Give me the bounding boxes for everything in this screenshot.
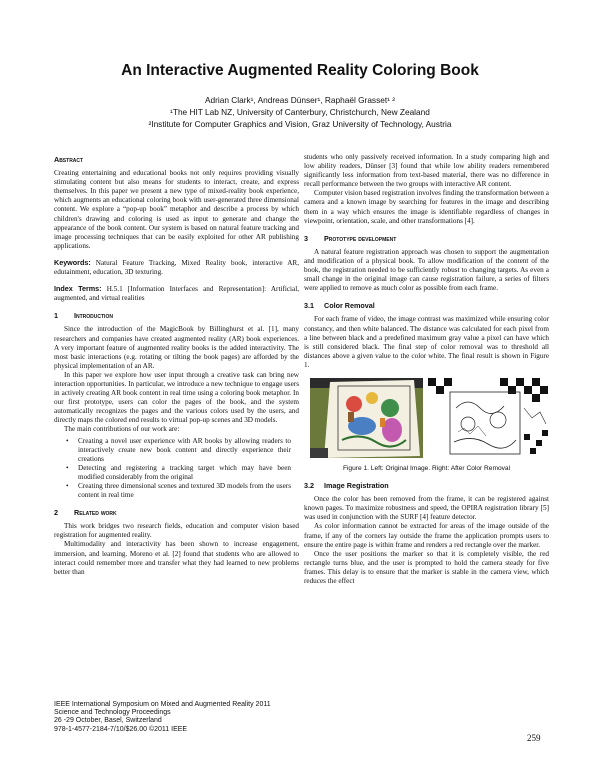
contributions-list — [54, 437, 299, 501]
figure-1-caption: Figure 1. Left: Original Image. Right: After Color Removal — [342, 464, 511, 472]
page-number: 259 — [527, 733, 541, 743]
section-3-2-paragraph-2: As color information cannot be extracted for areas of the image outside of the frame, if any of the corners lay outside the frame the application prompts users to ensure the entire page is within frame and renders a red rectangle over the marker. — [304, 522, 549, 549]
conference-footer — [54, 701, 344, 734]
section-3-2-paragraph-3: Once the user positions the marker so that it is completely visible, the red rectangle turns blue, and the user is prompted to hold the camera steady for five frames. This delay is to ensure that the marker is stable in the camera view, which reduces the effect — [304, 549, 549, 585]
footer-line-2: Science and Technology Proceedings — [54, 709, 171, 717]
abstract-heading: Abstract — [54, 155, 84, 164]
right-paragraph-2: Computer vision based registration involves finding the transformation between a camera and a known image by searching for features in the image and describing them in a way which ensures the image is identifiable regardless of changes in viewpoint, orientation, scale, and other transformations [4]. — [304, 189, 549, 225]
section-2-paragraph-1: This work bridges two research fields, education and computer vision based registration for augmented reality. — [54, 522, 299, 540]
section-3-1-paragraph-1: For each frame of video, the image contrast was maximized while ensuring color constancy, and then white balanced. The distance was calculated for each pixel from a line between black and a predefined maximum gray value a pixel can have which is still considered black. The final step of color removal was to threshold all distances above a given value to the color white. The final result is shown in Figure 1. — [304, 315, 549, 369]
index-terms-label: Index Terms: — [54, 284, 102, 294]
section-2-heading: 2 Related work — [54, 508, 117, 518]
section-3-paragraph-1: A natural feature registration approach was chosen to support the augmentation and modification of a physical book. To allow modification of the content of the book, the registration needed to be sufficiently robust to changing targets. As even a small change in the original image can cause registration failure, a series of filters were applied to remove as much color as possible from each frame. — [304, 247, 549, 293]
section-1-paragraph-2: In this paper we explore how user input through a creative task can bring new interaction opportunities. In particular, we introduce a new technique to engage users in actively creating AR book content in real time using a coloring book metaphor. In our first prototype, users can color the pages of the book, and the system automatically recognizes the pages and the various colors used by the users, and directly maps the colored end results to virtual pop-up scenes and 3D models. — [54, 370, 299, 425]
affiliation-1: ¹The HIT Lab NZ, University of Canterbury, Christchurch, New Zealand — [170, 107, 430, 117]
index-terms-text: H.5.1 [Information Interfaces and Representation]: Artificial, augmented, and virtual realities — [54, 285, 300, 303]
list-item: • Creating a novel user experience with AR books by allowing readers to interactively create new book content and directly experience their creations — [54, 437, 299, 464]
author-names: Adrian Clark¹, Andreas Dünser¹, Raphaël Grasset¹ ² — [205, 95, 395, 105]
affiliation-2: ²Institute for Computer Graphics and Vision, Graz University of Technology, Austria — [148, 119, 452, 129]
figure-1 — [304, 378, 549, 458]
left-column — [54, 155, 299, 577]
paper-title: An Interactive Augmented Reality Coloring Book — [121, 62, 479, 79]
right-column — [304, 153, 549, 586]
keywords-text: Natural Feature Tracking, Mixed Reality book, interactive AR, edutainment, education, 3D texturing. — [54, 258, 299, 277]
list-item: • Detecting and registering a tracking target which may have been modified considerably from the original — [54, 464, 299, 482]
section-3-heading: 3 Prototype development — [304, 233, 397, 243]
footer-line-1: IEEE International Symposium on Mixed and Augmented Reality 2011 — [54, 701, 271, 708]
footer-line-4: 978-1-4577-2184-7/10/$26.00 ©2011 IEEE — [54, 725, 188, 733]
list-item: • Creating three dimensional scenes and textured 3D models from the users content in real time — [54, 482, 299, 500]
right-paragraph-1: students who only passively received information. In a study comparing high and low ability readers, Dünser [3] found that while low ability readers remembered significantly less information from text-based material, there was no difference in recall performance between the two groups with interactive AR content. — [304, 153, 549, 189]
color-removed-page-image — [428, 378, 548, 458]
section-1-heading: 1 Introduction — [54, 311, 113, 321]
original-coloring-page-image — [310, 378, 423, 458]
keywords — [54, 258, 299, 277]
section-3-2-heading: 3.2 Image Registration — [304, 481, 389, 491]
footer-line-3: 26 -29 October, Basel, Switzerland — [54, 717, 162, 725]
section-3-2-paragraph-1: Once the color has been removed from the frame, it can be registered against known pages. To maximize robustness and speed, the OPIRA registration library [5] was used in conjunction with the SURF [4] feature detector. — [304, 495, 549, 522]
section-3-1-heading: 3.1 Color Removal — [304, 301, 375, 311]
abstract-text: Creating entertaining and educational books not only requires providing visually stimulating content but also means for students to interact, create, and express themselves. In this paper we present a new type of mixed-reality book experience, which augments an educational coloring book with user-generated three dimensional content. We explore a “pop-up book” metaphor and describe a process by which children's drawing and coloring is used as input to generate and change the appearance of the book content. Our system is based on natural feature tracking and image processing techniques that can be easily exploited for other AR publishing applications. — [54, 169, 299, 250]
index-terms — [54, 284, 299, 303]
author-block — [0, 94, 600, 130]
section-1-paragraph-3: The main contributions of our work are: — [64, 425, 180, 434]
section-1-paragraph-1: Since the introduction of the MagicBook by Billinghurst et al. [1], many researchers and companies have created augmented reality (AR) book experiences. A very important feature of augmented reality books is the added interactivity. The most basic interactions (e.g. rotating or tilting the book pages) are afforded by the physical implementation of an AR. — [54, 325, 299, 370]
keywords-label: Keywords: — [54, 257, 91, 267]
section-2-paragraph-2: Multimodality and interactivity has been shown to increase engagement, immersion, and learning. Moreno et al. [2] found that students who are allowed to interact could remember more and transfer what they had learned to new problems better than — [54, 540, 299, 576]
